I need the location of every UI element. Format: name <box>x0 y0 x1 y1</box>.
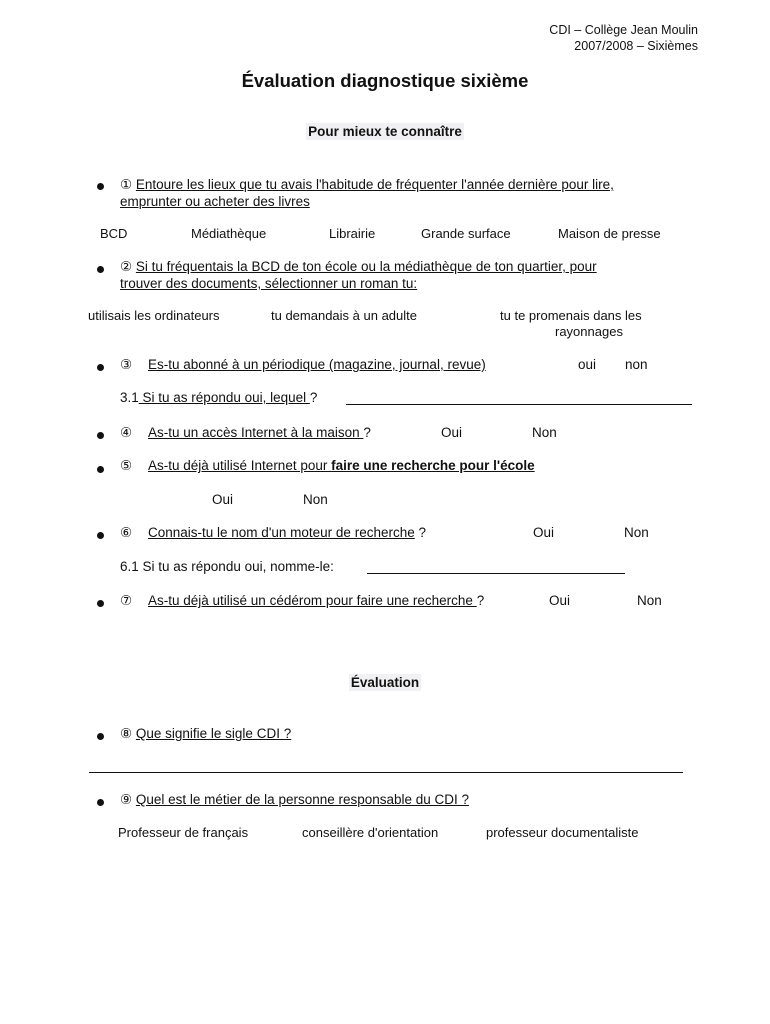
q9-option-documentaliste[interactable]: professeur documentaliste <box>486 825 639 840</box>
question-4-text: As-tu un accès Internet à la maison <box>148 425 364 440</box>
section-title-1-text: Pour mieux te connaître <box>308 124 462 139</box>
q7-answer-oui[interactable]: Oui <box>549 593 571 608</box>
question-1-line2: emprunter ou acheter des livres <box>120 194 310 209</box>
question-3-1-mark: ? <box>309 390 318 405</box>
section-title-2-text: Évaluation <box>350 675 420 690</box>
q1-option-bcd[interactable]: BCD <box>100 226 128 241</box>
question-4-mark: ? <box>363 425 371 440</box>
question-5-number: ⑤ <box>120 458 133 473</box>
question-2-text: Si tu fréquentais la BCD de ton école ou la médiathèque de ton quartier, pour <box>135 259 597 274</box>
answer-line-8[interactable] <box>89 772 683 773</box>
question-2-number: ② <box>120 259 133 274</box>
q1-option-mediatheque[interactable]: Médiathèque <box>191 226 267 241</box>
question-3-1-number: 3.1 <box>120 390 139 405</box>
question-8-number: ⑧ <box>120 726 133 741</box>
bullet <box>97 733 104 740</box>
bullet <box>97 466 104 473</box>
q9-option-professeur-francais[interactable]: Professeur de français <box>118 825 249 840</box>
page-title: Évaluation diagnostique sixième <box>241 70 529 91</box>
q1-option-maison-de-presse[interactable]: Maison de presse <box>558 226 661 241</box>
question-6-1-text: 6.1 Si tu as répondu oui, nomme-le: <box>120 559 334 574</box>
question-5-text-bold: faire une recherche pour l'école <box>331 458 535 473</box>
question-7-line <box>148 593 484 608</box>
question-7-number: ⑦ <box>120 593 133 608</box>
question-4-number: ④ <box>120 425 133 440</box>
question-6-text: Connais-tu le nom d'un moteur de recherche <box>148 525 415 540</box>
q2-option-ordinateurs[interactable]: utilisais les ordinateurs <box>88 308 220 323</box>
q4-answer-oui[interactable]: Oui <box>441 425 463 440</box>
q2-option-rayonnages-line2[interactable]: rayonnages <box>555 324 623 339</box>
question-3-text: Es-tu abonné à un périodique (magazine, journal, revue) <box>148 357 486 372</box>
bullet <box>97 432 104 439</box>
q6-answer-non[interactable]: Non <box>624 525 649 540</box>
question-6-mark: ? <box>414 525 426 540</box>
header-school: CDI – Collège Jean Moulin <box>549 23 698 37</box>
bullet <box>97 532 104 539</box>
question-2-line2: trouver des documents, sélectionner un roman tu: <box>120 276 418 291</box>
question-9-text: Quel est le métier de la personne responsable du CDI ? <box>135 792 470 807</box>
answer-line-6-1[interactable] <box>367 573 625 574</box>
question-1-number: ① <box>120 177 133 192</box>
question-2-line1 <box>120 259 597 275</box>
question-9-line <box>120 792 469 808</box>
q7-answer-non[interactable]: Non <box>637 593 662 608</box>
question-7-text: As-tu déjà utilisé un cédérom pour faire une recherche <box>148 593 477 608</box>
question-9-number: ⑨ <box>120 792 133 807</box>
q1-option-grande-surface[interactable]: Grande surface <box>421 226 511 241</box>
question-7-mark: ? <box>476 593 485 608</box>
q3-answer-oui[interactable]: oui <box>578 357 597 372</box>
q4-answer-non[interactable]: Non <box>532 425 557 440</box>
question-6-line <box>148 525 426 540</box>
section-title-1 <box>0 124 770 139</box>
bullet <box>97 799 104 806</box>
bullet <box>97 266 104 273</box>
question-4-line <box>148 425 371 440</box>
question-3-1-text: Si tu as répondu oui, lequel <box>138 390 310 405</box>
q6-answer-oui[interactable]: Oui <box>533 525 555 540</box>
question-3-1 <box>120 390 317 405</box>
question-8-text: Que signifie le sigle CDI ? <box>135 726 292 741</box>
q5-answer-non[interactable]: Non <box>303 492 328 507</box>
question-1-text: Entoure les lieux que tu avais l'habitude de fréquenter l'année dernière pour lire, <box>135 177 614 192</box>
q2-option-adulte[interactable]: tu demandais à un adulte <box>271 308 417 323</box>
question-5-text: As-tu déjà utilisé Internet pour <box>148 458 332 473</box>
q9-option-conseillere[interactable]: conseillère d'orientation <box>302 825 439 840</box>
question-5-line <box>148 458 535 473</box>
bullet <box>97 600 104 607</box>
question-3-number: ③ <box>120 357 133 372</box>
question-8-line <box>120 726 291 742</box>
section-title-2 <box>0 675 770 690</box>
bullet <box>97 364 104 371</box>
q5-answer-oui[interactable]: Oui <box>212 492 234 507</box>
question-6-number: ⑥ <box>120 525 133 540</box>
q2-option-rayonnages-line1[interactable]: tu te promenais dans les <box>500 308 642 323</box>
header-year: 2007/2008 – Sixièmes <box>574 39 698 53</box>
question-1-line1 <box>120 177 614 193</box>
q3-answer-non[interactable]: non <box>625 357 648 372</box>
bullet <box>97 183 104 190</box>
q1-option-librairie[interactable]: Librairie <box>329 226 376 241</box>
answer-line-3-1[interactable] <box>346 404 692 405</box>
